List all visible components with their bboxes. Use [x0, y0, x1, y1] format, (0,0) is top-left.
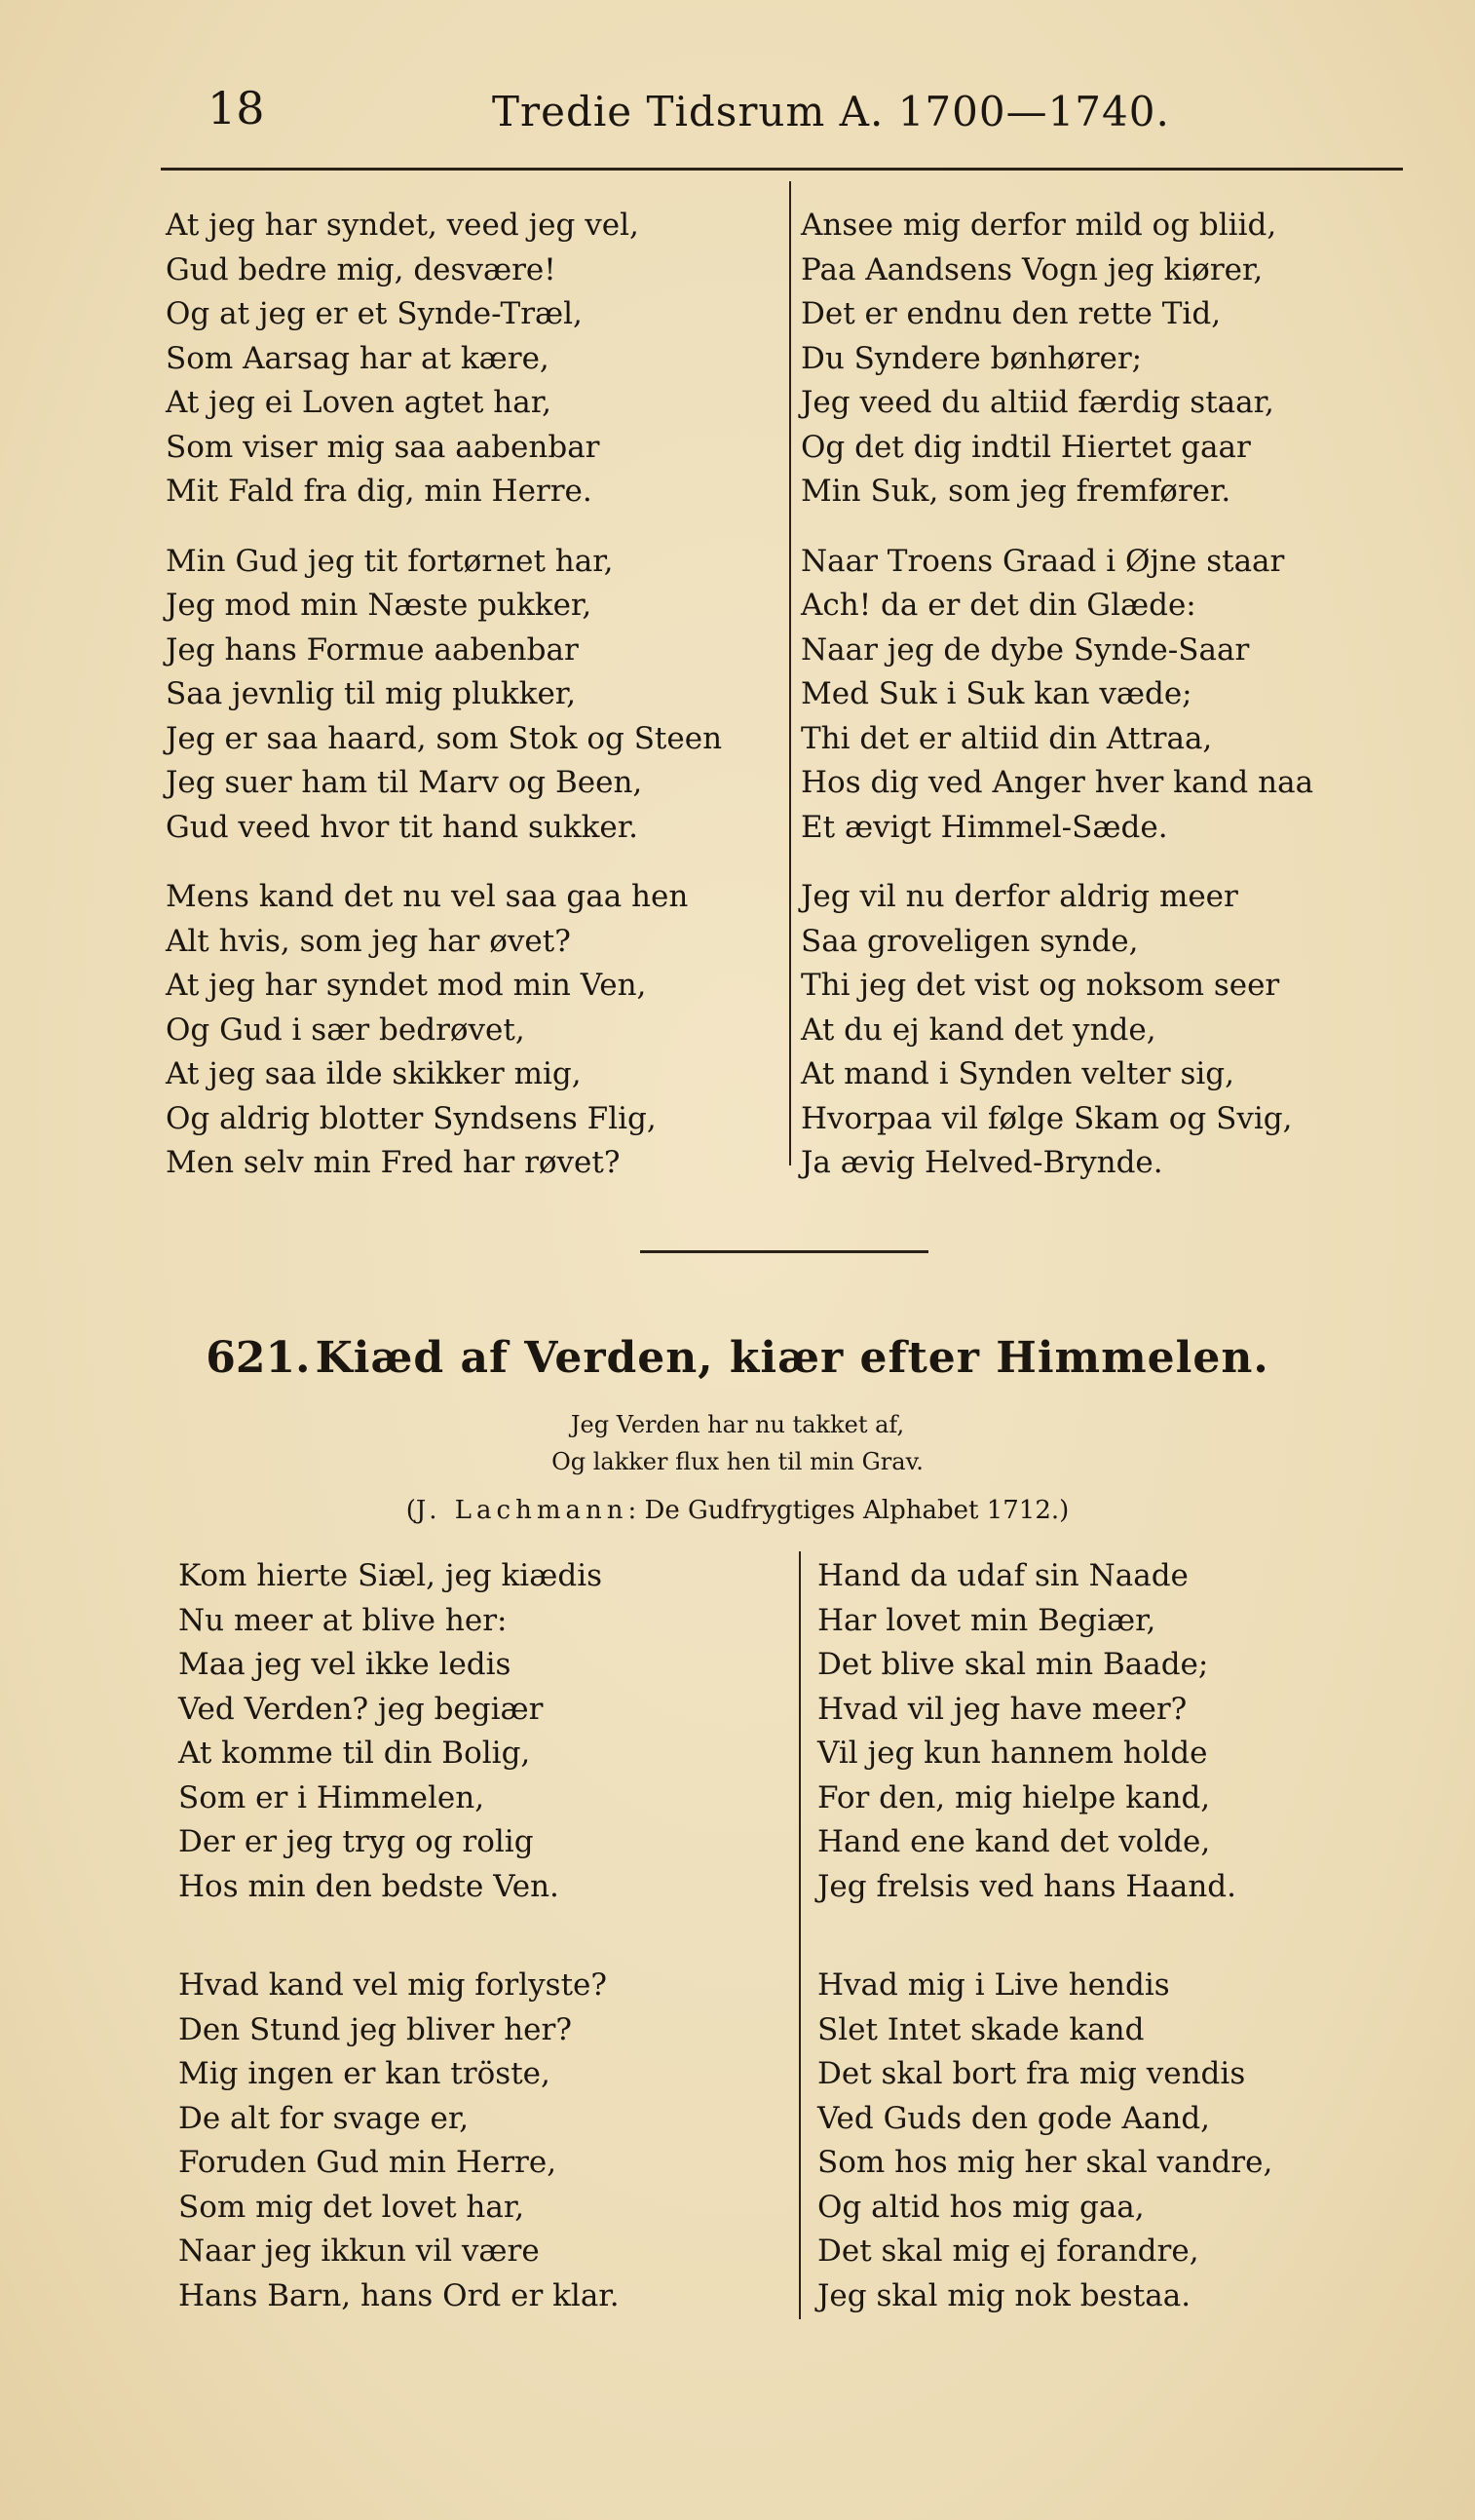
verse-line: Maa jeg vel ikke ledis: [178, 1647, 511, 1682]
verse-line: Jeg skal mig nok bestaa.: [817, 2277, 1191, 2313]
stanza: [801, 204, 1385, 515]
verse-line: Som mig det lovet har,: [178, 2189, 525, 2225]
verse-line: Ach! da er det din Glæde:: [801, 588, 1196, 623]
verse-line: Det skal bort fra mig vendis: [817, 2056, 1246, 2091]
stanza: [166, 875, 750, 1186]
verse-line: Min Suk, som jeg fremfører.: [801, 474, 1231, 509]
verse-line: Der er jeg tryg og rolig: [178, 1824, 534, 1859]
verse-line: Jeg veed du altiid færdig staar,: [801, 385, 1274, 420]
section-divider: [640, 1250, 928, 1253]
verse-line: Mens kand det nu vel saa gaa hen: [166, 879, 689, 914]
hymn-heading: Kiæd af Verden, kiær efter Himmelen.: [315, 1333, 1269, 1383]
verse-line: Jeg hans Formue aabenbar: [166, 631, 579, 668]
verse-line: Kom hierte Siæl, jeg kiædis: [178, 1558, 603, 1593]
verse-line: Ved Guds den gode Aand,: [817, 2100, 1211, 2136]
verse-line: Gud veed hvor tit hand sukker.: [166, 809, 638, 845]
verse-line: Jeg mod min Næste pukker,: [166, 588, 592, 623]
verse-line: Saa jevnlig til mig plukker,: [166, 676, 577, 711]
verse-line: Hvad kand vel mig forlyste?: [178, 1967, 608, 2003]
verse-line: Min Gud jeg tit fortørnet har,: [166, 543, 614, 579]
verse-line: Hos dig ved Anger hver kand naa: [801, 765, 1314, 800]
verse-line: Som er i Himmelen,: [178, 1779, 485, 1815]
verse-line: Nu meer at blive her:: [178, 1602, 508, 1638]
stanza: [166, 540, 750, 851]
verse-line: Mig ingen er kan tröste,: [178, 2056, 550, 2091]
attribution-author: J. Lachmann: [415, 1496, 628, 1525]
verse-line: Det skal mig ej forandre,: [817, 2234, 1199, 2269]
lower-left-column: [178, 1554, 763, 2344]
stanza: [801, 540, 1385, 851]
verse-line: Med Suk i Suk kan væde;: [801, 676, 1192, 711]
stanza: [166, 204, 750, 515]
column-rule: [799, 1551, 801, 2319]
verse-line: Paa Aandsens Vogn jeg kiører,: [801, 251, 1264, 287]
verse-line: Mit Fald fra dig, min Herre.: [166, 474, 592, 509]
header-rule: [161, 168, 1403, 171]
verse-line: Men selv min Fred har røvet?: [166, 1145, 621, 1180]
epigraph: [0, 1406, 1475, 1480]
verse-line: Vil jeg kun hannem holde: [817, 1736, 1208, 1771]
running-head: Tredie Tidsrum A. 1700—1740.: [492, 88, 1170, 135]
upper-left-column: [166, 204, 750, 1211]
verse-line: Og at jeg er et Synde-Træl,: [166, 296, 583, 331]
verse-line: At jeg saa ilde skikker mig,: [166, 1056, 582, 1091]
stanza: [178, 1964, 763, 2318]
verse-line: Naar jeg ikkun vil være: [178, 2234, 540, 2269]
verse-line: Ved Verden? jeg begiær: [178, 1691, 544, 1727]
verse-line: Et ævigt Himmel-Sæde.: [801, 809, 1168, 845]
verse-line: Hos min den bedste Ven.: [178, 1868, 559, 1904]
verse-line: Ansee mig derfor mild og bliid,: [801, 208, 1277, 243]
verse-line: Hand ene kand det volde,: [817, 1824, 1211, 1859]
verse-line: Som viser mig saa aabenbar: [166, 429, 600, 465]
verse-line: Alt hvis, som jeg har øvet?: [166, 923, 571, 959]
verse-line: At mand i Synden velter sig,: [801, 1056, 1234, 1091]
verse-line: Gud bedre mig, desvære!: [166, 251, 556, 287]
column-rule: [789, 181, 791, 1165]
verse-line: Naar jeg de dybe Synde-Saar: [801, 631, 1250, 668]
verse-line: Hvad mig i Live hendis: [817, 1967, 1170, 2003]
lower-right-column: [817, 1554, 1402, 2344]
verse-line: At jeg har syndet, veed jeg vel,: [166, 208, 639, 243]
attribution-prefix: (: [405, 1496, 416, 1525]
verse-line: Thi det er altiid din Attraa,: [801, 720, 1213, 756]
upper-right-column: [801, 204, 1385, 1211]
attribution: [0, 1496, 1475, 1525]
verse-line: At komme til din Bolig,: [178, 1736, 531, 1771]
verse-line: Jeg suer ham til Marv og Been,: [166, 765, 643, 800]
stanza: [178, 1554, 763, 1909]
verse-line: De alt for svage er,: [178, 2100, 470, 2136]
verse-line: Har lovet min Begiær,: [817, 1602, 1156, 1638]
verse-line: Jeg frelsis ved hans Haand.: [817, 1868, 1237, 1904]
stanza: [801, 875, 1385, 1186]
verse-line: Ja ævig Helved-Brynde.: [801, 1145, 1163, 1180]
verse-line: Foruden Gud min Herre,: [178, 2145, 557, 2180]
verse-line: Hvorpaa vil følge Skam og Svig,: [801, 1100, 1293, 1136]
verse-line: Naar Troens Graad i Øjne staar: [801, 543, 1285, 579]
verse-line: Saa groveligen synde,: [801, 923, 1139, 959]
verse-line: For den, mig hielpe kand,: [817, 1779, 1211, 1815]
verse-line: Det blive skal min Baade;: [817, 1647, 1209, 1682]
verse-line: Den Stund jeg bliver her?: [178, 2011, 572, 2047]
verse-line: Og Gud i sær bedrøvet,: [166, 1012, 525, 1048]
verse-line: At jeg har syndet mod min Ven,: [166, 968, 647, 1003]
verse-line: Du Syndere bønhører;: [801, 340, 1143, 376]
verse-line: Hand da udaf sin Naade: [817, 1558, 1189, 1593]
attribution-source: : De Gudfrygtiges Alphabet 1712.): [627, 1496, 1070, 1525]
verse-line: At jeg ei Loven agtet har,: [166, 385, 552, 420]
verse-line: At du ej kand det ynde,: [801, 1012, 1156, 1048]
epigraph-line: Jeg Verden har nu takket af,: [570, 1411, 905, 1438]
verse-line: Og det dig indtil Hiertet gaar: [801, 429, 1251, 465]
verse-line: Og altid hos mig gaa,: [817, 2189, 1145, 2225]
verse-line: Som hos mig her skal vandre,: [817, 2145, 1273, 2180]
page-header: [0, 82, 1475, 150]
verse-line: Hans Barn, hans Ord er klar.: [178, 2277, 620, 2313]
verse-line: Hvad vil jeg have meer?: [817, 1691, 1188, 1727]
page-number: 18: [208, 82, 265, 134]
hymn-number: 621.: [206, 1333, 311, 1383]
verse-line: Jeg er saa haard, som Stok og Steen: [166, 720, 723, 756]
verse-line: Og aldrig blotter Syndsens Flig,: [166, 1100, 657, 1136]
hymn-title: [0, 1333, 1475, 1383]
verse-line: Det er endnu den rette Tid,: [801, 296, 1222, 331]
verse-line: Thi jeg det vist og noksom seer: [801, 968, 1280, 1003]
stanza: [817, 1554, 1402, 1909]
verse-line: Jeg vil nu derfor aldrig meer: [801, 879, 1238, 914]
epigraph-line: Og lakker flux hen til min Grav.: [551, 1448, 924, 1475]
stanza: [817, 1964, 1402, 2318]
verse-line: Slet Intet skade kand: [817, 2011, 1145, 2047]
verse-line: Som Aarsag har at kære,: [166, 340, 549, 376]
